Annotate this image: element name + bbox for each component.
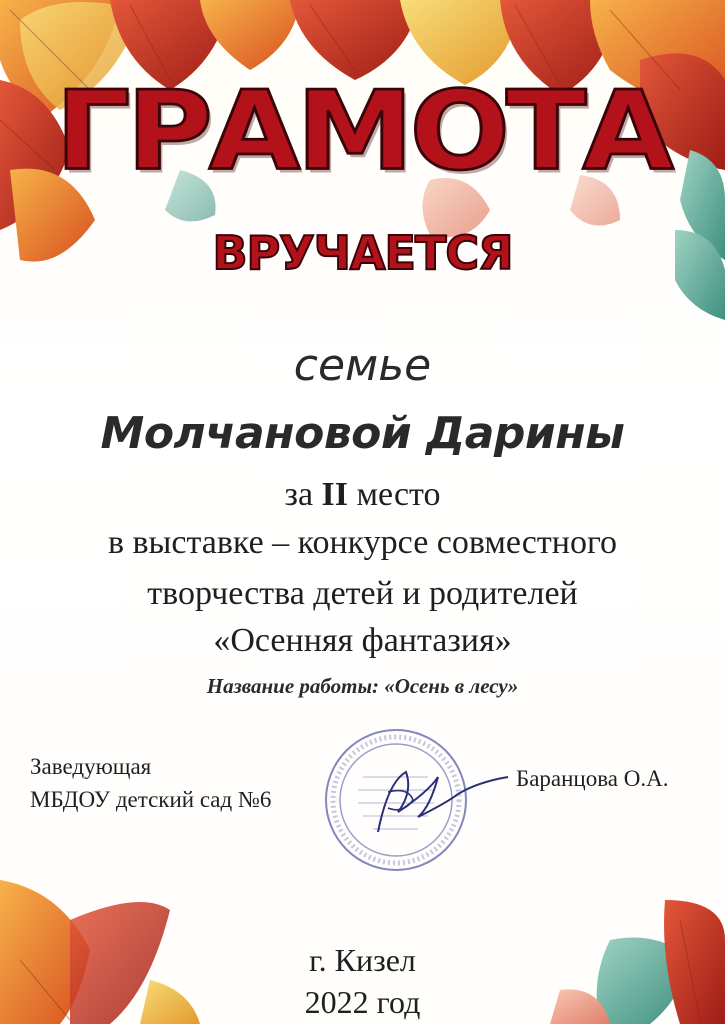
certificate-title: ГРАМОТА	[55, 67, 670, 195]
place-prefix: за	[284, 476, 314, 513]
city: г. Кизел	[309, 942, 416, 978]
position-line-1: Заведующая	[30, 754, 152, 779]
contest-line: в выставке – конкурсе совместного	[107, 524, 618, 561]
work-title: Название работы: «Осень в лесу»	[206, 674, 519, 698]
position-line-2: МБДОУ детский сад №6	[30, 787, 272, 812]
signer-name: Баранцова О.А.	[516, 766, 669, 791]
certificate-subtitle: ВРУЧАЕТСЯ	[212, 226, 513, 280]
official-stamp	[318, 722, 518, 882]
place-line	[0, 476, 725, 514]
signer-position	[30, 750, 271, 816]
recipient-name: Молчановой Дарины	[100, 408, 625, 459]
place-number: II	[321, 476, 349, 513]
recipient-prefix: семье	[293, 340, 432, 391]
contest-line-2: творчества детей и родителей	[147, 575, 578, 612]
place-suffix: место	[356, 476, 441, 513]
handwritten-signature	[378, 772, 508, 832]
event-name: «Осенняя фантазия»	[213, 622, 512, 659]
year: 2022 год	[304, 984, 421, 1020]
